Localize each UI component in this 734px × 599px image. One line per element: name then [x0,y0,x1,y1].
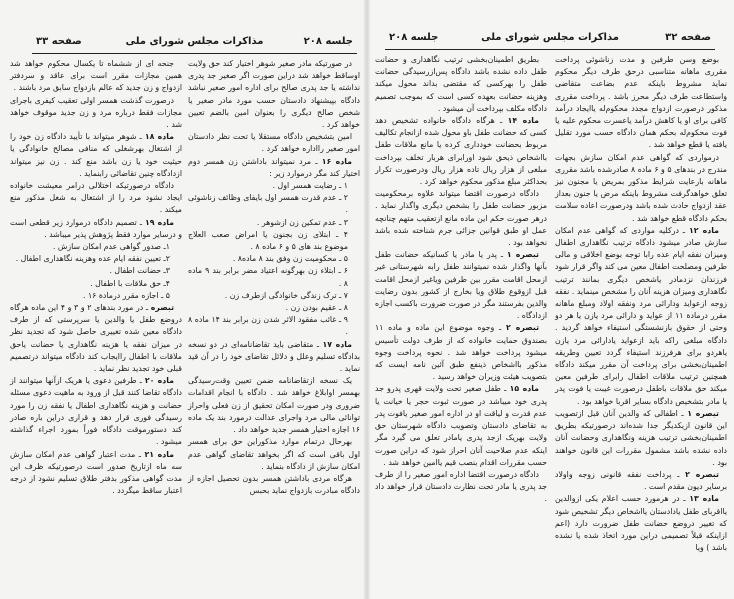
running-title: مذاکرات مجلس شورای ملی [481,32,619,43]
paragraph-text: ۲ ـ عدم قدرت همسر اول بایفای وظائف زناشوئی . [188,193,348,215]
article-paragraph [10,302,182,375]
paragraph-text: ۵ ـ محکومیت زن وفق بند ۸ ماده۸ . [232,254,348,264]
page-32 [367,0,734,599]
paragraph [188,58,360,131]
list-item [188,229,360,253]
article-paragraph [10,375,182,448]
article-number: ماده ۱۴ [507,116,539,126]
article-paragraph [10,449,182,498]
paragraph-text: دادگاه درصورت اقتضا میتواند علاوه برمحکومیت مزبور حضانت طفل را بشخص دیگری واگذار نماید . درهر صورت حکم این ماده مانع ازتعقیب متهم چنانچه عمل او طبق قوانین جزائی جرم شناخته شده باشد نخواهد بود . [375,189,547,248]
paragraph-text: ـ وجوه موضوع این ماده و ماده ۱۱ بصندوق حمایت خانواده که از طرف دولت تأسیس میشود پرداخت خواهد شد . نحوه پرداخت وجوه مذکور بااشخاص ذینفع طبق آئین نامه ایست که بتصویب هیئت وزیران خواهد رسید . [375,323,547,382]
article-paragraph [375,249,547,322]
paragraph [188,375,360,436]
list-item [188,302,360,314]
paragraph-text: ـ مدت اعتبار گواهی عدم امکان سازش سه ماه ازتاریخ صدور است درصورتیکه ظرف این مدت گواهی مذکور بدفتر طلاق تسلیم نشود از درجه اعتبار ساقط میگردد . [10,449,182,496]
list-item [10,265,182,277]
article-paragraph [188,156,360,180]
list-item [188,265,360,289]
article-paragraph [555,493,727,554]
paragraph-text: ـ پدر یا مادر یا کسانیکه حضانت طفل بآنها واگذار شده نمیتوانند طفل رابه شهرستانی غیر ازمحل اقامت مقرر بین طرفین ویاغیر ازمحل اقامت قبل ازوقوع طلاق ویا بخارج از کشور بدون رضایت والدین بفرستند مگر در صورت ضرورت باکسب اجازه ازدادگاه . [375,250,547,321]
paragraph-text: درمواردی که گواهی عدم امکان سازش بجهات مندرج در بندهای ۵ و ۶ ماده ۸ صادرشده باشد مقرری ماهانه بارعایت شرایط مذکور بمریض یا مجنون نیز تعلق خواهدگرفت مشروط باینکه مرض یا جنون بعداز عقد ازدواج حادث شده باشد ودرصورت اعاده سلامت بحکم دادگاه قطع خواهد شد . [555,152,727,223]
paragraph [188,131,360,155]
paragraph-text: ۱ ـ رضایت همسر اول . [272,181,348,191]
paragraph-text: درصورت گذشت همسر اولی تعقیب کیفری باجرای مجازات فقط درباره مرد و زن جدید موقوف خواهد شد . [10,95,182,130]
paragraph [555,54,727,152]
paragraph [188,436,360,473]
paragraph-text: ـ شوهر میتواند با تأیید دادگاه زن خود را از اشتغال بهرشغلی که منافی مصالح خانوادگی یا حیثیت خود یا زن باشد منع کند . زن نیز میتواند ازدادگاه چنین تقاضائی رابنماید . [10,132,182,178]
paragraph-text: ـ در مورد بندهای ۲ و ۳ و ۴ این ماده هرگاه دروضع طفل یا والدین یا سرپرستی که از طرف دادگاه معین شده تغییری حاصل شود که تجدید نظر در میزان نفقه یا هزینه نگاهداری یا حضانت یاحق ملاقات با اطفال راایجاب کند دادگاه میتواند درتصمیم قبلی خود تجدید نظر نماید . [10,303,182,374]
article-number: تبصره ۲ [506,323,539,333]
paragraph [555,152,727,225]
text-column-right [188,58,360,497]
paragraph [375,188,547,249]
paragraph-text: امین بتشخیص دادگاه مستقلا یا تحت نظر دادستان امور صغیر رااداره خواهد کرد . [188,132,360,154]
paragraph-text: هرگاه مردی باداشتن همسر بدون تحصیل اجازه از دادگاه مبادرت بازدواج نماید بحبس [188,473,360,496]
article-paragraph [10,217,182,241]
session-number: جلسه ۲۰۸ [389,32,439,43]
article-paragraph [375,383,547,468]
paragraph-text: ۴ـ حق ملاقات با اطفال . [90,278,170,288]
paragraph [10,95,182,132]
paragraph-text: ۶ ـ ابتلاء زن بهرگونه اعتیاد مضر برابر بند ۹ ماده ۸ . [188,266,348,288]
article-number: ماده ۱۳ [689,494,719,504]
page-header [385,32,715,50]
session-number: جلسه ۲۰۸ [303,36,353,47]
paragraph-text: ـ تصمیم دادگاه درموارد زیر قطعی است و درسایر موارد فقط پژوهش پذیر میباشد . [10,217,182,239]
article-number: ماده ۱۸ [144,132,174,142]
paragraph-text: ۷ ـ ترک زندگی خانوادگی ازطرف زن . [224,290,348,300]
paragraph-text: ۵ ـ اجازه مقرر درمادة ۱۶ . [83,290,170,300]
article-number: تبصره ۱ [506,250,539,260]
paragraph [375,54,547,115]
paragraph-text: ـ پرداخت نفقه قانونی زوجه واولاد برسایر دیون مقدم است . [555,469,727,492]
article-number: ماده ۱۹ [144,217,175,227]
paragraph-text: ـ هرگاه دادگاه خانواده تشخیص دهد کسی که حضانت طفل باو محول شده ازانجام تکالیف مربوط بحضانت خودداری کرده یا مانع ملاقات طفل بااشخاص ذیحق شود اورابرای هربار تخلف بپرداخت مبلغی از هزار ریال تاده هزار ریال ودرصورت تکرار بحداکثر مبلغ مذکور محکوم خواهد کرد . [375,116,547,187]
paragraph-text: دادگاه درصورت اقتضا اداره امور صغیر را از طرف جد پدری یا مادر تحت نظارت دادستان قرار خواهد داد . [375,469,547,504]
paragraph-text: بطریق اطمینان‌بخشی ترتیب نگاهداری و حضانت طفل داده نشده باشد دادگاه پس‌ازرسیدگی حضانت طفل را بهرکسی که مقتضی بداند محول میکند وهزینه حضانت بعهده کسی است که بموجب تصمیم دادگاه مکلف بپرداخت آن میشود . [375,55,547,113]
paragraph [10,58,182,95]
paragraph-text: ۳ـ حضانت اطفال . [109,266,170,276]
text-column-left [10,58,182,497]
paragraph-text: ـ درکلیه مواردی که گواهی عدم امکان سازش صادر میشود دادگاه ترتیب نگاهداری اطفال ومیزان نفقه ایام عده رابا توجه بوضع اخلاقی و مالی طرفین ومصلحت اطفال معین می کند واگر قرار شود فرزندان نزدمادر یاشخص دیگری بمانند ترتیب نگاهداری ومیزان هزینه آنان را مشخص مینماید . نفقه زوجه ازعواید ودارائی مرد ونفقه اولاد ومبلغ ماهانه مقرر درمادة ۱۱ از عواید و دارائی مرد یازن یا هر دو وحتی از حقوق بازنشستگی استیفاء خواهد گردید . دادگاه مبلغی راکه باید ازعواید یادارائی مرد یازن یاهردو برای هرفرزند استیفاء گردد تعیین وطریقه اطمینان‌بخشی برای پرداخت آن مقرر میکند دادگاه همچنین ترتیب ملاقات اطفال رابرای طرفین معین میکند حق ملاقات باطفل درصورت غیبت یا فوت پدر یا مادر بتشخیص دادگاه بسایر اقربا خواهد بود . [555,225,727,406]
paragraph-text: ۱ـ صدور گواهی عدم امکان سازش . [52,242,170,252]
article-paragraph [375,115,547,188]
list-item [10,290,182,302]
list-item [188,192,360,216]
page-fold [364,0,370,599]
paragraph-text: ۳ ـ عدم تمکین زن ازشوهر . [256,217,348,227]
article-paragraph [10,131,182,180]
list-item [188,180,360,192]
list-item [188,217,360,229]
article-number: ماده ۱۷ [322,339,352,349]
article-paragraph [188,339,360,376]
paragraph-text: دادگاه درصورتیکه اختلالی درامر معیشت خانواده ایجاد نشود مرد را از اشتغال به شغل مذکور منع میکند . [10,181,182,215]
page-number: صفحه ۳۲ [665,32,711,43]
article-number: تبصره ۲ [685,469,719,479]
paragraph-text: ۴ ـ ابتلای زن بجنون یا امراض صعب العلاج موضوع بند های ۵ و ۶ ماده ۸ . [188,229,348,252]
article-number: ماده ۲۰ [144,376,174,386]
article-paragraph [375,322,547,383]
paragraph-text: ـ اطفالی که والدین آنان قبل ازتصویب این قانون ازیکدیگر جدا شده‌اند درصورتیکه بطریق اطمینان‌بخشی ترتیب هزینه ونگاهداری وحضانت آنان داده نشده باشد مشمول مقررات این قانون خواهند بود . [555,408,727,467]
paragraph-text: جنحه ای از ششماه تا یکسال محکوم خواهد شد همین مجازات مقرر است برای عاقد و سردفتر ازدواج و زن جدید که عالم بازدواج سابق مرد باشند . [10,59,182,93]
article-number: ماده ۱۲ [688,225,719,235]
list-item [188,253,360,265]
list-item [188,290,360,302]
paragraph-text: ۹ ـ غائب مفقود الاثر شدن زن برابر بند ۱۴ ماده ۸ . [188,315,348,337]
article-paragraph [555,225,727,408]
page-header [32,36,357,54]
paragraph [375,469,547,506]
paragraph-text: ۸ ـ عقیم بودن زن . [285,303,348,313]
list-item [10,241,182,253]
paragraph-text: ـ طفل صغیر تحت ولایت قهری پدرو جد پدری خود میباشد در صورت ثبوت حجر یا خیانت یا عدم قدرت و لیاقت او در اداره امور صغیر یافوت پدر به تقاضای دادستان وتصویب دادگاه شهرستان حق ولایت بهریک ازجد پدری یامادر تعلق می گیرد مگر اینکه عدم صلاحیت آنان احراز شود که دراین صورت حسب مقررات اقدام بنصب قیم یاامین خواهد شد . [375,384,547,467]
paragraph-text: بوضع وسن طرفین و مدت زناشوئی پرداخت مقرری ماهانه متناسبی درحق طرف دیگر محکوم نماید مشروط باینکه عدم بضاعت متقاضی واستطاعت طرف دیگر محرز باشد . پرداخت مقرری مذکور درصورت ازدواج مجدد محکوم‌له یاایجاد درآمد کافی برای او یا کاهش درآمد یاعسرت محکوم علیه یا فوت محکوم‌له بحکم همان دادگاه حسب مورد تقلیل یافته یا قطع خواهد شد . [555,55,727,150]
paragraph-text: ـ متقاضی باید تقاضانامه‌ای در دو نسخه بدادگاه تسلیم وعلل و دلائل تقاضای خود را در آن قید نماید . [188,339,360,374]
article-number: تبصره [150,303,174,313]
page-number: صفحه ۳۳ [36,36,82,47]
article-paragraph [555,469,727,493]
list-item [188,314,360,338]
paragraph-text: بهرحال درتمام موارد مذکوراین حق برای همسر اول باقی است که اگر بخواهد تقاضای گواهی عدم امکان سازش از دادگاه بنماید . [188,437,360,471]
paragraph [10,180,182,217]
paragraph-text: یک نسخه ازتقاضانامه ضمن تعیین وقت‌رسیدگی بهمسر اوابلاغ خواهد شد . دادگاه با انجام اقدامات ضروری ودر صورت امکان تحقیق از زن فعلی واحراز توانائی مالی مرد واجرای عدالت درمورد بند یک ماده ۱۶ اجازه اختیار همسر جدید خواهد داد . [188,376,360,435]
text-column-right [555,54,727,554]
paragraph-text: ـ در هرمورد حسب اعلام یکی ازوالدین یااقربای طفل یادادستان یااشخاص دیگر تشخیص شود که تغییر دروضع حضانت طفل ضرورت دارد (اعم ازاینکه قبلاً تصمیمی دراین مورد اتخاذ شده یا نشده باشد ) ویا [555,494,727,553]
list-item [10,278,182,290]
article-number: تبصره ۱ [687,408,719,418]
paragraph-text: در صورتیکه مادر صغیر شوهر اختیار کند حق ولایت اوساقط خواهد شد دراین صورت اگر صغیر جد پدری نداشته یا جد پدری صالح برای اداره امور صغیر نباشد دادگاه بپیشنهاد دادستان حسب مورد مادر صغیر یا شخص صالح دیگری را بعنوان امین بالضم تعیین خواهد کرد . [188,59,360,130]
text-column-left [375,54,547,506]
paragraph-text: ـ طرفین دعوی یا هریک ازآنها میتوانند از دادگاه تقاضا کنند قبل از ورود به ماهیت دعوی مسئله حضانت و هزینه نگاهداری اطفال یا نفقه زن را مورد رسیدگی فوری قرار دهد و قراری دراین باره صادر کند دستورموقت دادگاه فوراً بمورد اجراء گذاشته میشود . [10,376,182,447]
article-paragraph [555,408,727,469]
article-number: ماده ۱۶ [321,156,352,166]
running-title: مذاکرات مجلس شورای ملی [125,36,264,47]
article-number: ماده ۲۱ [144,449,175,459]
article-number: ماده ۱۵ [509,384,540,394]
paragraph-text: ـ مرد نمیتواند باداشتن زن همسر دوم اختیار کند مگر درموارد زیر : [188,156,360,178]
list-item [10,253,182,265]
paragraph-text: ۲ـ تعیین نفقه ایام عده وهزینه نگاهداری اطفال . [15,254,170,264]
paragraph [188,473,360,497]
